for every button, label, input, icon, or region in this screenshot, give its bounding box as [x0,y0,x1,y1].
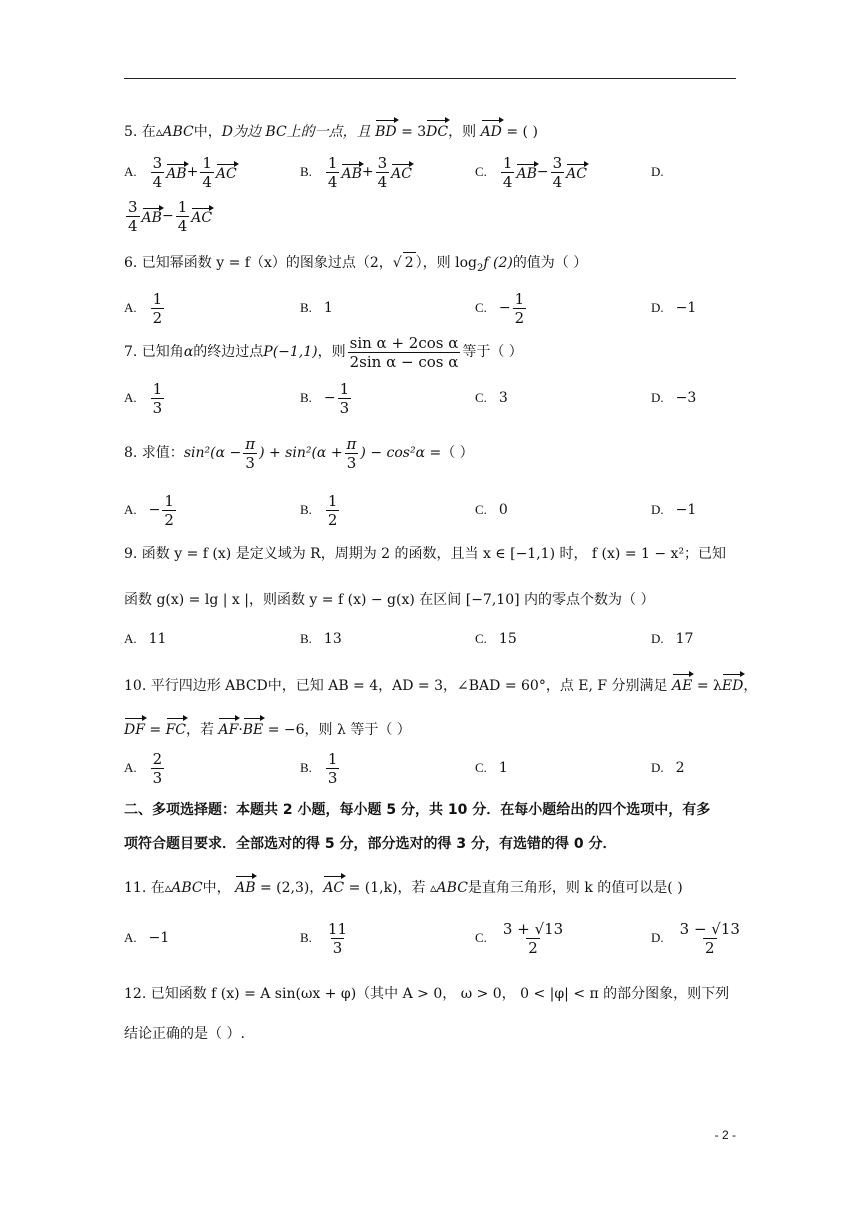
q10-option-a[interactable]: A. $\frac{2}{3}$ [124,749,163,787]
q5-option-c[interactable]: C. $\frac{1}{4}$ AB − $\frac{3}{4}$ AC [475,153,587,191]
question-9-line-1: 9. 函数 y = f (x) 是定义域为 R，周期为 2 的函数，且当 x ∈ [−1,1) 时， f (x) = 1 − x²；已知 [124,546,727,562]
q5-option-d-label[interactable]: D. [651,164,664,179]
question-10-line-1: 10. 平行四边形 ABCD中，已知 AB = 4，AD = 3，∠BAD = 60°，点 E, F 分别满足 AE = λED， [124,672,744,696]
q6-option-c[interactable]: C. − $\frac{1}{2}$ [475,289,525,327]
question-9-line-2: 函数 g(x) = lg | x |，则函数 y = f (x) − g(x) 在区间 [−7,10] 内的零点个数为（ ） [124,592,655,608]
question-11: 11. 在▵ABC中， AB = (2,3)，AC = (1,k)，若 ▵ABC是直角三角形，则 k 的值可以是( ) [124,874,744,899]
question-12-line-1: 12. 已知函数 f (x) = A sin(ωx + φ)（其中 A > 0， ω > 0， 0 < |φ| < π 的部分图象，则下列 [124,986,730,1002]
q8-options-row [124,488,744,532]
q9-option-a[interactable]: A. 11 [124,631,167,647]
question-12-line-2: 结论正确的是（ ）. [124,1026,245,1042]
q5-option-b[interactable]: B. $\frac{1}{4}$ AB + $\frac{3}{4}$ AC [300,153,412,191]
q8-option-a[interactable]: A. − $\frac{1}{2}$ [124,491,174,529]
section-2-heading-line-1: 二、多项选择题：本题共 2 小题，每小题 5 分，共 10 分．在每小题给出的四个选项中，有多 [124,802,711,818]
question-10-line-2: DF = FC，若 AF·BE = −6，则 λ 等于（ ） [124,716,744,740]
q6-option-b[interactable]: B. 1 [300,300,333,316]
q9-option-b[interactable]: B. 13 [300,631,342,647]
q6-option-a[interactable]: A. $\frac{1}{2}$ [124,289,163,327]
q11-option-d[interactable]: D. $\frac{3 - √13}{2}$ [651,919,740,957]
q9-options-row [124,617,744,661]
q8-option-c[interactable]: C. 0 [475,502,508,518]
page-number: - 2 - [714,1128,736,1142]
q7-option-b[interactable]: B. − $\frac{1}{3}$ [300,379,350,417]
q10-option-c[interactable]: C. 1 [475,760,508,776]
q7-option-c[interactable]: C. 3 [475,390,508,406]
q5-option-a[interactable]: A. $\frac{3}{4}$ AB + $\frac{1}{4}$ AC [124,153,237,191]
q6-options-row [124,286,744,330]
section-2-heading-line-2: 项符合题目要求．全部选对的得 5 分，部分选对的得 3 分，有选错的得 0 分． [124,836,617,852]
q5-options-row [124,150,744,194]
q11-options-row [124,916,744,960]
q10-option-d[interactable]: D. 2 [651,760,685,776]
question-5: 5. 在▵ABC中，D为边 BC上的一点，且 BD = 3DC，则 AD = ( ) [124,118,744,143]
question-8: 8. 求值： sin²(α − $\frac{\pi}{3}$ ) + sin²(α + $\frac{\pi}{3}$ ) − cos²α = （ ） [124,434,474,472]
q8-option-d[interactable]: D. −1 [651,502,697,518]
header-rule [124,78,736,79]
q9-option-c[interactable]: C. 15 [475,631,517,647]
q8-option-b[interactable]: B. $\frac{1}{2}$ [300,491,338,529]
q7-option-d[interactable]: D. −3 [651,390,697,406]
q11-option-b[interactable]: B. $\frac{11}{3}$ [300,919,348,957]
q9-option-d[interactable]: D. 17 [651,631,694,647]
q5-option-d-row [124,194,744,238]
question-6: 6. 已知幂函数 y = f（x）的图象过点（2，√ 2 ），则 $\log_2f$ (2)的值为（ ） [124,252,744,279]
question-7: 7. 已知角 α 的终边过点 P(−1,1) ，则 $\frac{\text{sin α + 2cos α}}{\text{2sin α − cos α}}$ 等于（ ） [124,333,523,371]
q6-option-d[interactable]: D. −1 [651,300,697,316]
q7-option-a[interactable]: A. $\frac{1}{3}$ [124,379,163,417]
q10-options-row [124,746,744,790]
q11-option-a[interactable]: A. −1 [124,930,170,946]
q10-option-b[interactable]: B. $\frac{1}{3}$ [300,749,338,787]
q5-option-d[interactable]: $\frac{3}{4}$ AB − $\frac{1}{4}$ AC [128,197,213,235]
q11-option-c[interactable]: C. $\frac{3 + √13}{2}$ [475,919,564,957]
q7-options-row [124,376,744,420]
